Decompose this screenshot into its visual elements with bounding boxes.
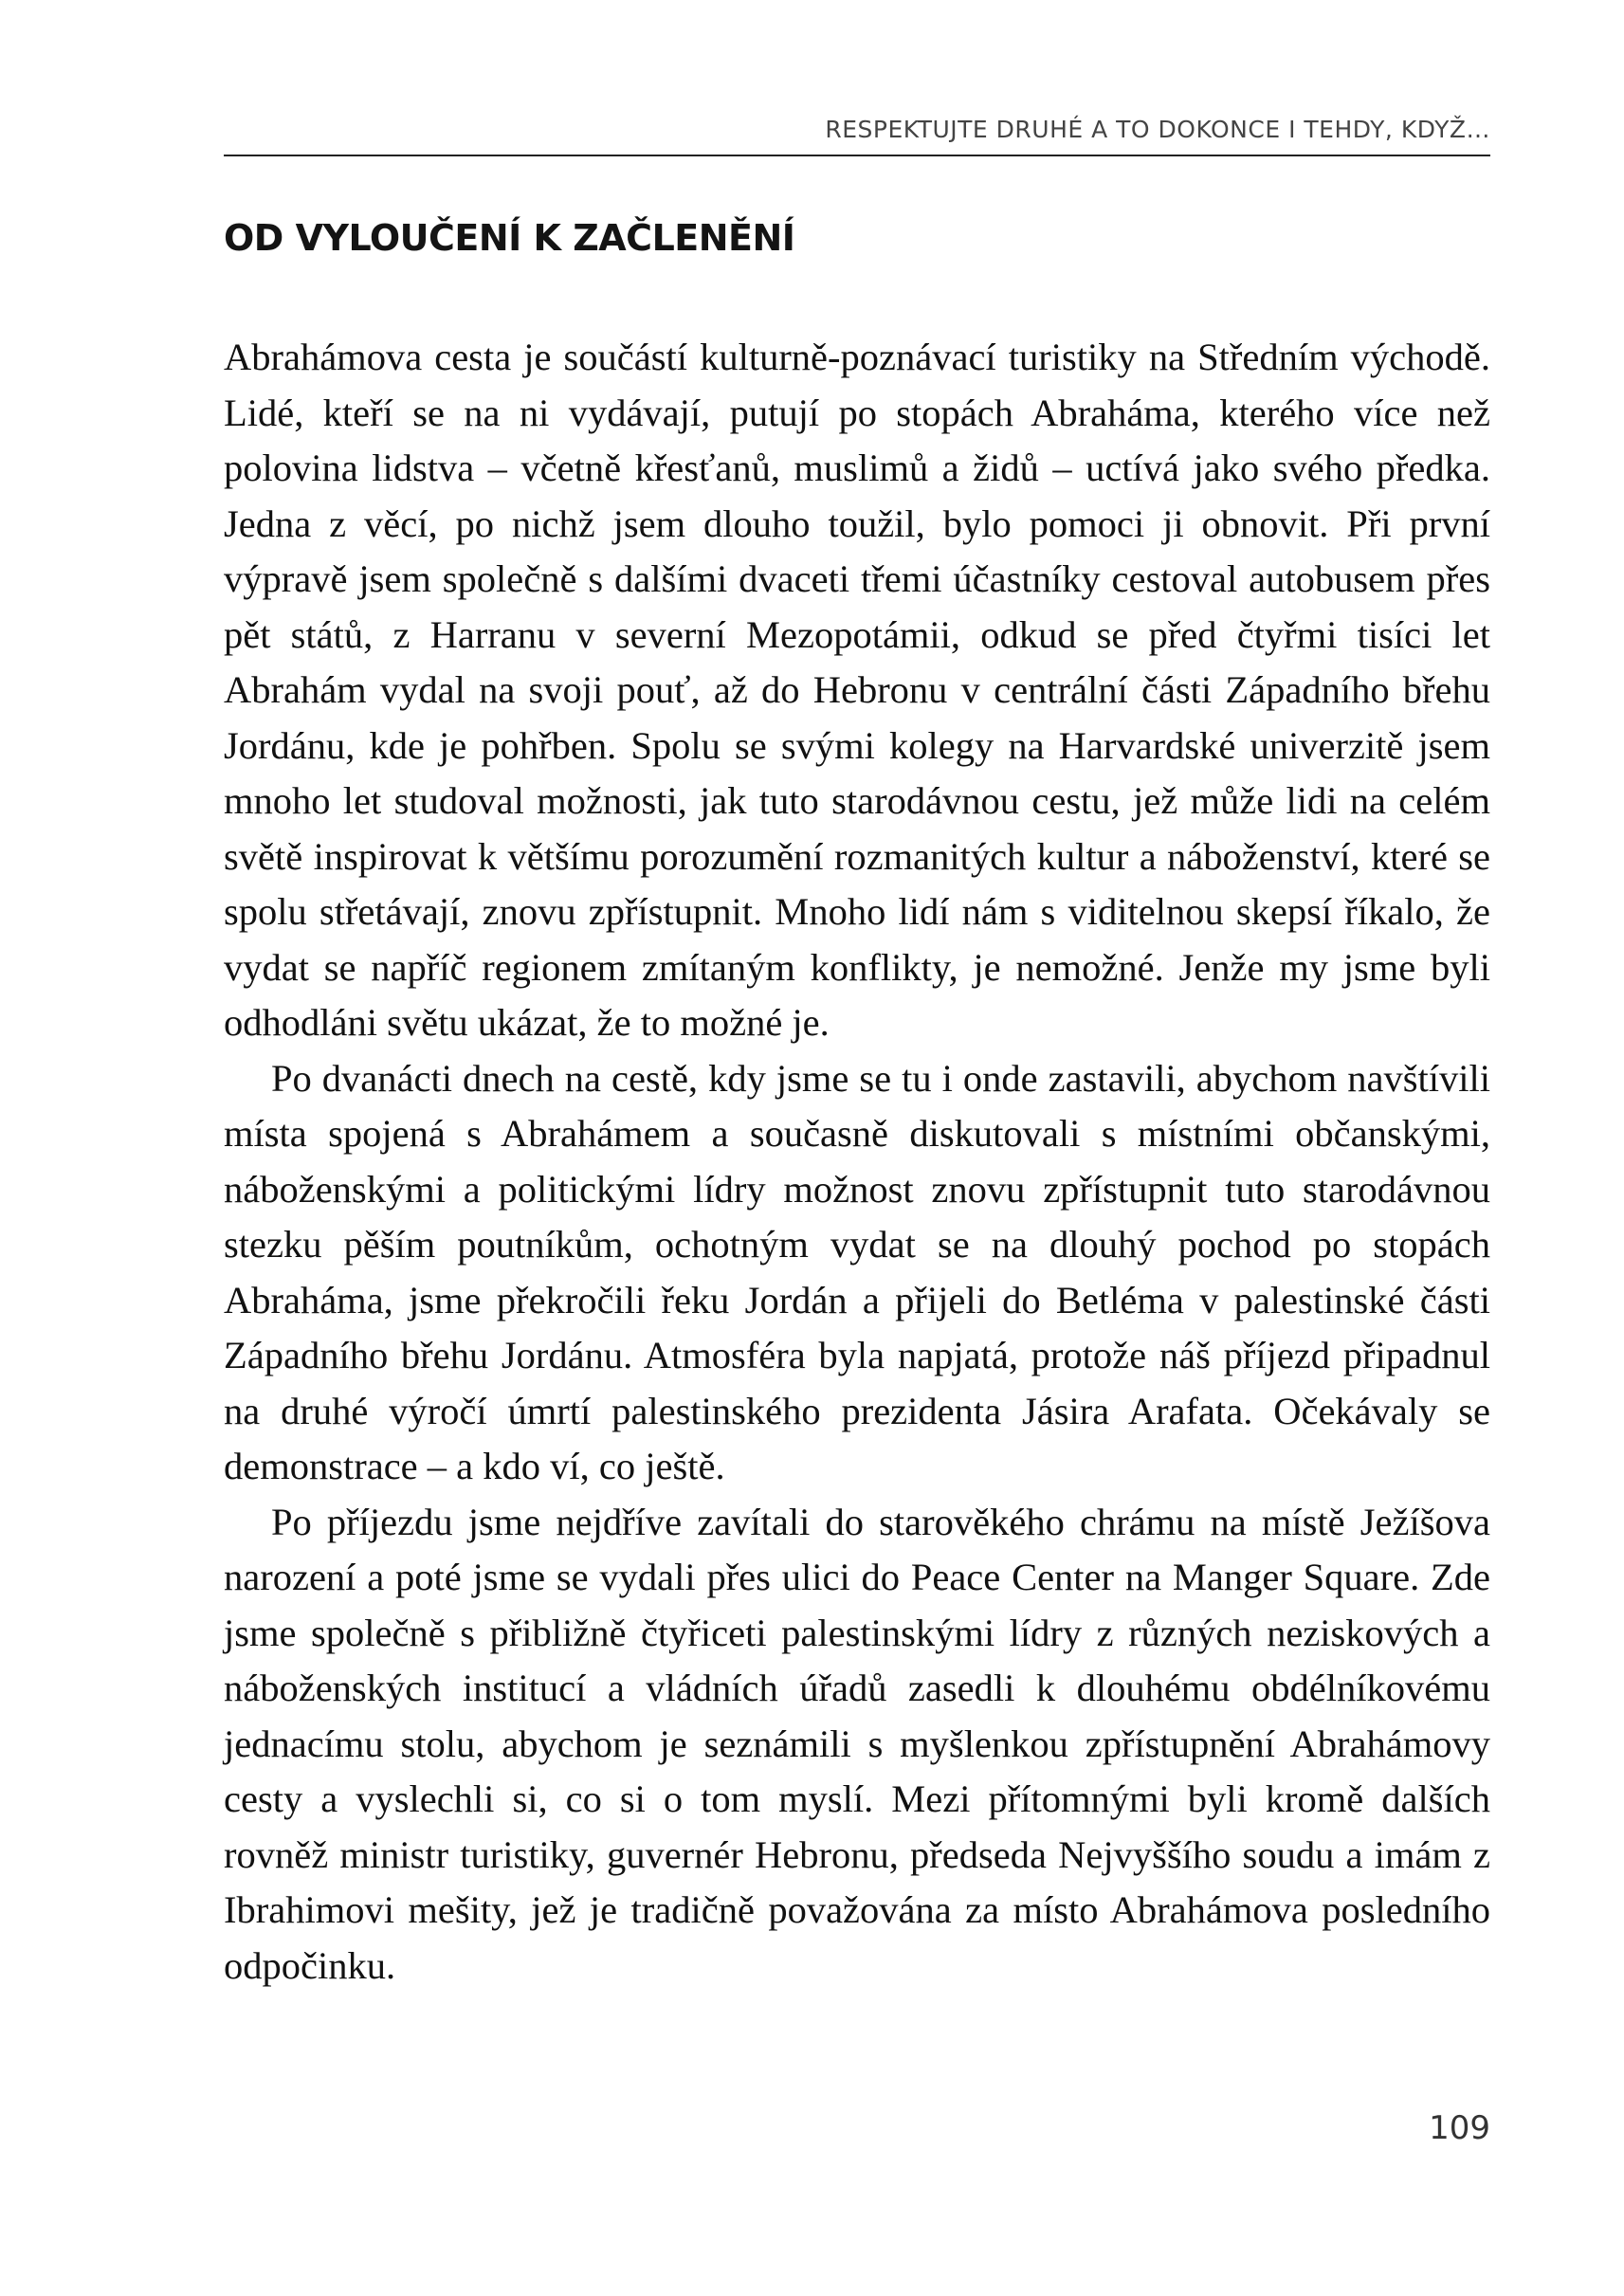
body-text [224,330,1490,1994]
paragraph-2: Po dvanácti dnech na cestě, kdy jsme se tu i onde zastavili, abychom navštívili místa spojená s Abrahámem a současně diskutovali s místními občanskými, náboženskými a politickými lídry možnost znovu zpřístupnit tuto starodávnou stezku pěším poutníkům, ochotným vydat se na dlouhý pochod po stopách Abraháma, jsme překročili řeku Jordán a přijeli do Betléma v palestinské části Západního břehu Jordánu. Atmosféra byla napjatá, protože náš příjezd připadnul na druhé výročí úmrtí palestinského prezidenta Jásira Arafata. Očekávaly se demonstrace – a kdo ví, co ještě. [224,1056,1490,1487]
paragraph-3: Po příjezdu jsme nejdříve zavítali do starověkého chrámu na místě Ježíšova narození a poté jsme se vydali přes ulici do Peace Center na Manger Square. Zde jsme společně s přibližně čtyřiceti palestinskými lídry z různých neziskových a náboženských institucí a vládních úřadů zasedli k dlouhému obdélníkovému jednacímu stolu, abychom je seznámili s myšlenkou zpřístupnění Abrahámovy cesty a vyslechli si, co si o tom myslí. Mezi přítomnými byli kromě dalších rovněž ministr turistiky, guvernér Hebronu, předseda Nejvyššího soudu a imám z Ibrahimovi mešity, jež je tradičně považována za místo Abrahámova posledního odpočinku. [224,1500,1490,1987]
running-header: RESPEKTUJTE DRUHÉ A TO DOKONCE I TEHDY, KDYŽ… [825,116,1490,143]
page-number: 109 [1429,2109,1490,2147]
chapter-title: OD VYLOUČENÍ K ZAČLENĚNÍ [224,217,795,259]
header-rule [224,155,1490,156]
paragraph-1: Abrahámova cesta je součástí kulturně-poznávací turistiky na Středním východě. Lidé, kteří se na ni vydávají, putují po stopách Abraháma, kterého více než polovina lidstva – včetně křesťanů, muslimů a židů – uctívá jako svého předka. Jedna z věcí, po nichž jsem dlouho toužil, bylo pomoci ji obnovit. Při první výpravě jsem společně s dalšími dvaceti třemi účastníky cestoval autobusem přes pět států, z Harranu v severní Mezopotámii, odkud se před čtyřmi tisíci let Abrahám vydal na svoji pouť, až do Hebronu v centrální části Západního břehu Jordánu, kde je pohřben. Spolu se svými kolegy na Harvardské univerzitě jsem mnoho let studoval možnosti, jak tuto starodávnou cestu, jež může lidi na celém světě inspirovat k většímu porozumění rozmanitých kultur a náboženství, které se spolu střetávají, znovu zpřístupnit. Mnoho lidí nám s viditelnou skepsí říkalo, že vydat se napříč regionem zmítaným konflikty, je nemožné. Jenže my jsme byli odhodláni světu ukázat, že to možné je. [224,336,1490,1044]
